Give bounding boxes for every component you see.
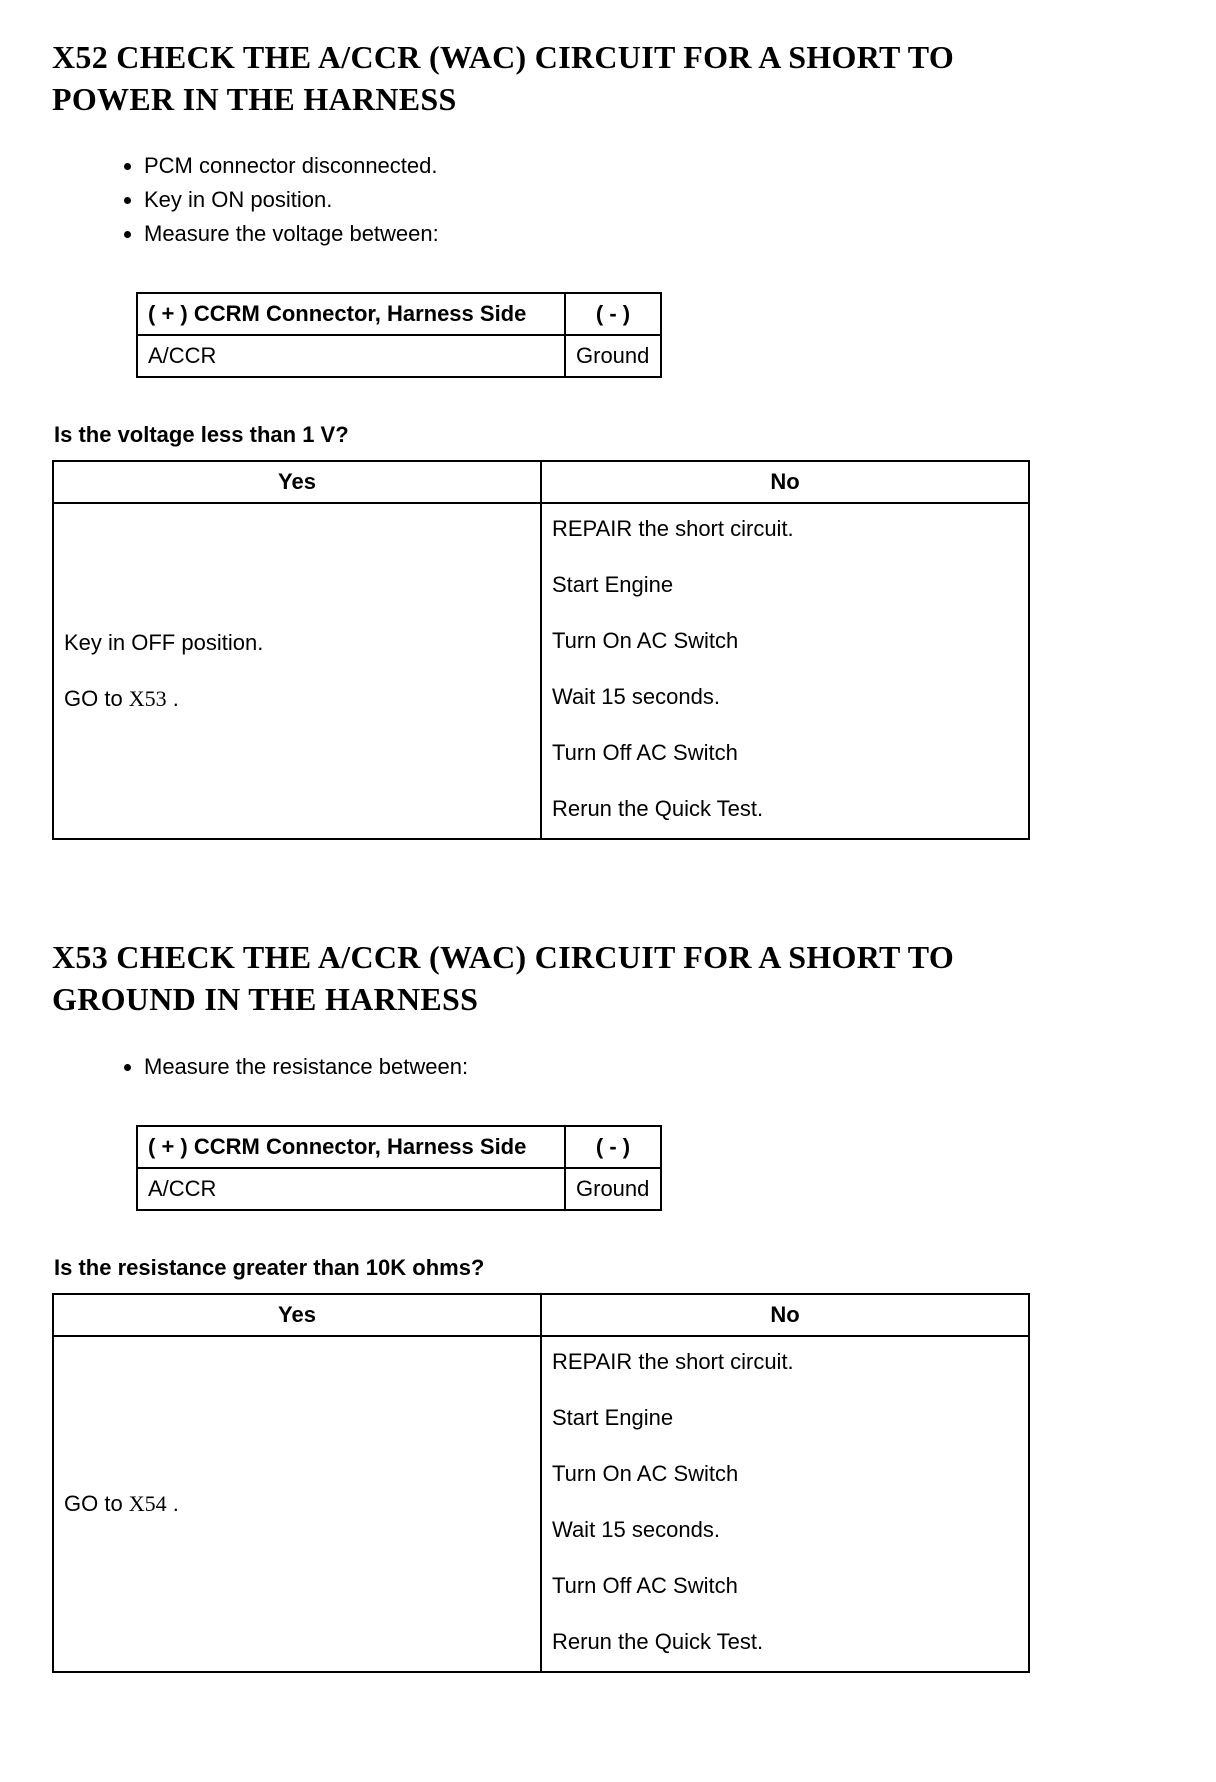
no-instruction: Turn On AC Switch xyxy=(552,628,739,654)
measure-table-value-row xyxy=(137,1168,661,1210)
result-table xyxy=(52,1293,1030,1673)
no-cell xyxy=(541,1336,1029,1672)
section-x52 xyxy=(52,36,1172,840)
measure-plus-value: A/CCR xyxy=(137,335,565,377)
no-instruction: Turn On AC Switch xyxy=(552,1460,739,1486)
no-instruction: Rerun the Quick Test. xyxy=(552,796,764,822)
go-prefix: GO to xyxy=(64,1490,129,1516)
measure-plus-value: A/CCR xyxy=(137,1168,565,1210)
yes-instruction: Key in OFF position. xyxy=(64,630,264,656)
result-table-body-row xyxy=(53,503,1029,839)
yes-header-cell: Yes xyxy=(53,461,541,503)
no-instruction: REPAIR the short circuit. xyxy=(552,1348,794,1374)
no-instruction: Turn Off AC Switch xyxy=(552,740,738,766)
no-instruction: Start Engine xyxy=(552,1404,674,1430)
decision-question: Is the resistance greater than 10K ohms? xyxy=(54,1254,485,1280)
measure-table xyxy=(136,292,662,378)
go-suffix: . xyxy=(166,686,179,712)
bullet-item: • Key in ON position. xyxy=(144,184,1172,216)
go-line xyxy=(64,1491,528,1517)
no-instruction: Start Engine xyxy=(552,572,674,598)
procedure-bullet-list xyxy=(52,150,1172,250)
result-table-header-row xyxy=(53,1294,1029,1336)
decision-question: Is the voltage less than 1 V? xyxy=(54,422,349,448)
no-instruction: REPAIR the short circuit. xyxy=(552,516,794,542)
measure-plus-header: ( + ) CCRM Connector, Harness Side xyxy=(137,1126,565,1168)
measure-minus-value: Ground xyxy=(565,335,661,377)
yes-header-cell: Yes xyxy=(53,1294,541,1336)
bullet-item: • PCM connector disconnected. xyxy=(144,150,1172,182)
no-instruction: Turn Off AC Switch xyxy=(552,1572,738,1598)
no-instruction: Rerun the Quick Test. xyxy=(552,1628,764,1654)
section-divider-gap xyxy=(52,840,1172,936)
no-instruction: Wait 15 seconds. xyxy=(552,1516,720,1542)
go-line xyxy=(64,686,528,712)
measure-plus-header: ( + ) CCRM Connector, Harness Side xyxy=(137,293,565,335)
measure-table-header-row xyxy=(137,1126,661,1168)
go-reference: X54 xyxy=(128,1490,167,1516)
result-table-header-row xyxy=(53,461,1029,503)
section-x53 xyxy=(52,936,1172,1672)
go-prefix: GO to xyxy=(64,686,129,712)
measure-table-header-row xyxy=(137,293,661,335)
measure-minus-header: ( - ) xyxy=(565,1126,661,1168)
bullet-item: • Measure the voltage between: xyxy=(144,218,1172,250)
section-title: X52 CHECK THE A/CCR (WAC) CIRCUIT FOR A SHORT TO POWER IN THE HARNESS xyxy=(52,39,955,118)
section-title: X53 CHECK THE A/CCR (WAC) CIRCUIT FOR A SHORT TO GROUND IN THE HARNESS xyxy=(52,939,955,1018)
no-cell xyxy=(541,503,1029,839)
go-reference: X53 xyxy=(128,686,167,712)
measure-minus-header: ( - ) xyxy=(565,293,661,335)
yes-cell xyxy=(53,1336,541,1672)
no-instruction: Wait 15 seconds. xyxy=(552,684,720,710)
yes-cell xyxy=(53,503,541,839)
procedure-bullet-list xyxy=(52,1051,1172,1083)
no-header-cell: No xyxy=(541,1294,1029,1336)
measure-minus-value: Ground xyxy=(565,1168,661,1210)
result-table-body-row xyxy=(53,1336,1029,1672)
result-table xyxy=(52,460,1030,840)
go-suffix: . xyxy=(166,1490,179,1516)
bullet-item: • Measure the resistance between: xyxy=(144,1051,1172,1083)
measure-table-value-row xyxy=(137,335,661,377)
measure-table xyxy=(136,1125,662,1211)
no-header-cell: No xyxy=(541,461,1029,503)
